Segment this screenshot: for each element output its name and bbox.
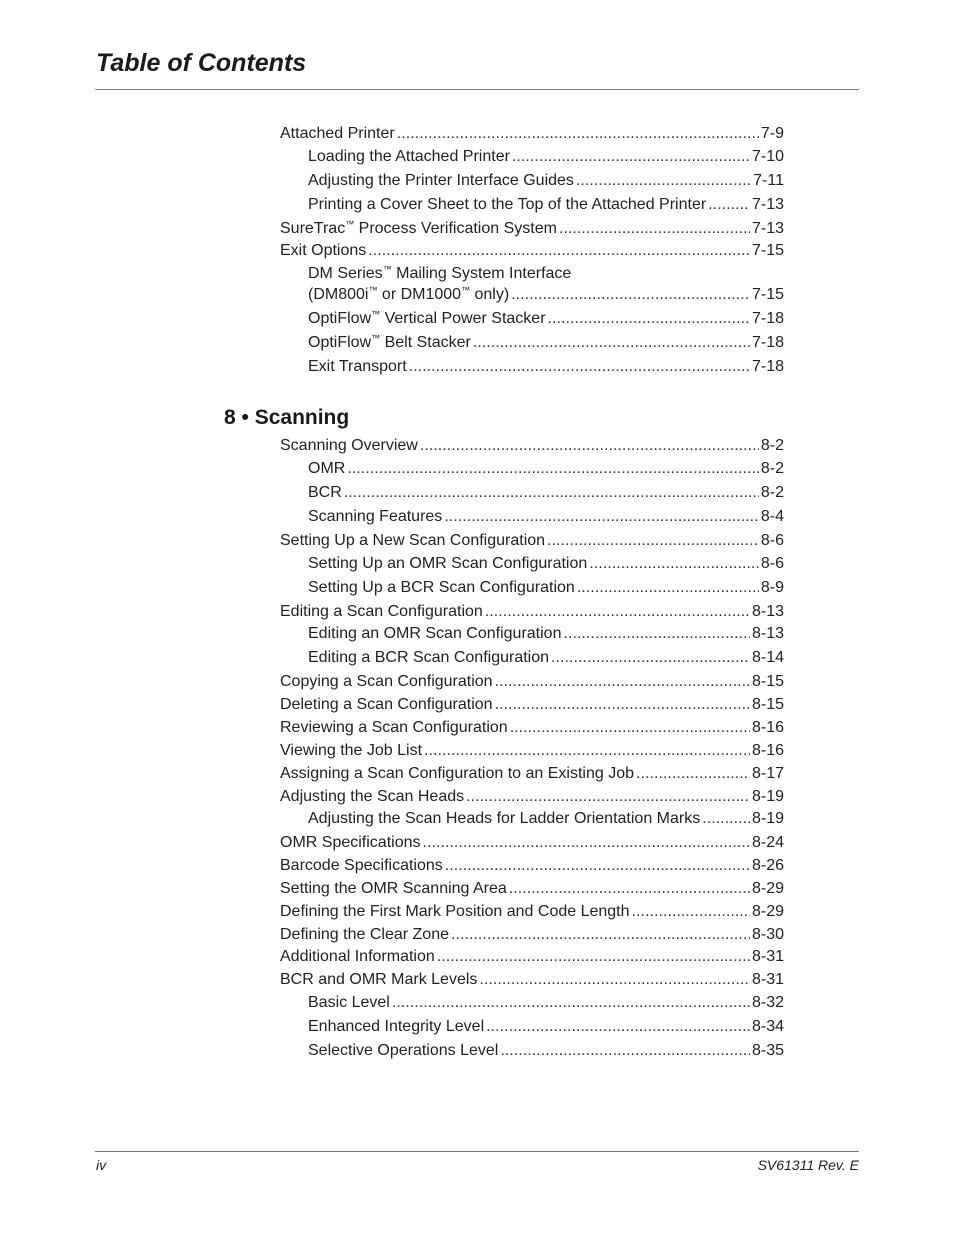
toc-entry[interactable] xyxy=(280,764,784,784)
trademark-symbol: ™ xyxy=(371,309,381,319)
header-divider xyxy=(95,89,859,90)
toc-entry-page: 7-15 xyxy=(751,242,784,259)
toc-entry-title: Editing a Scan Configuration xyxy=(280,603,483,620)
toc-entry[interactable] xyxy=(280,856,784,876)
toc-entry-page: 8-32 xyxy=(751,994,784,1011)
toc-entry-page: 8-6 xyxy=(760,532,784,549)
toc-entry-page: 8-9 xyxy=(760,579,784,596)
toc-entry-title: Setting the OMR Scanning Area xyxy=(280,880,507,897)
dot-leader xyxy=(500,1041,750,1061)
footer-page-number: iv xyxy=(96,1157,107,1173)
toc-entry-page: 8-30 xyxy=(751,926,784,943)
toc-entry-title: Copying a Scan Configuration xyxy=(280,673,493,690)
toc-entry[interactable] xyxy=(280,672,784,692)
toc-entry-title: Barcode Specifications xyxy=(280,857,443,874)
toc-entry[interactable] xyxy=(308,1041,784,1061)
toc-entry-title: Adjusting the Scan Heads xyxy=(280,788,465,805)
toc-entry-page: 7-18 xyxy=(751,310,784,327)
toc-entry[interactable] xyxy=(280,925,784,945)
toc-entry-title: SureTrac™ Process Verification System xyxy=(280,219,557,237)
dot-leader xyxy=(495,672,750,692)
toc-entry-title: Defining the First Mark Position and Code Length xyxy=(280,903,630,920)
toc-entry-page: 8-2 xyxy=(760,460,784,477)
toc-entry-page: 8-19 xyxy=(751,810,784,827)
toc-entry-page: 8-16 xyxy=(751,742,784,759)
footer-divider xyxy=(95,1151,859,1152)
dot-leader xyxy=(368,241,750,261)
toc-entry-title: Editing a BCR Scan Configuration xyxy=(308,649,550,666)
toc-entry-title: Deleting a Scan Configuration xyxy=(280,696,493,713)
dot-leader xyxy=(347,459,759,479)
toc-entry-optiflow-vertical-power-stacker[interactable] xyxy=(308,309,784,329)
toc-entry-page: 8-34 xyxy=(751,1018,784,1035)
toc-entry-optiflow-belt-stacker[interactable] xyxy=(308,333,784,353)
toc-entry-page: 8-35 xyxy=(751,1042,784,1059)
toc-entry-page: 8-31 xyxy=(751,948,784,965)
dot-leader xyxy=(397,124,759,144)
toc-entry-title: BCR and OMR Mark Levels xyxy=(280,971,478,988)
toc-entry-page: 7-9 xyxy=(760,125,784,142)
dot-leader xyxy=(589,554,759,574)
toc-entry-title: Scanning Overview xyxy=(280,437,418,454)
dot-leader xyxy=(636,764,750,784)
toc-entry[interactable] xyxy=(280,902,784,922)
toc-entry-page: 8-14 xyxy=(751,649,784,666)
dot-leader xyxy=(486,1017,750,1037)
dot-leader xyxy=(344,483,759,503)
toc-entry-title: Setting Up a BCR Scan Configuration xyxy=(308,579,575,596)
toc-entry-title: Defining the Clear Zone xyxy=(280,926,449,943)
dot-leader xyxy=(437,947,750,967)
toc-entry-page: 7-10 xyxy=(751,148,784,165)
toc-entry-page: 7-13 xyxy=(751,196,784,213)
toc-entry-page: 8-29 xyxy=(751,880,784,897)
dot-leader xyxy=(577,578,759,598)
toc-entry-title: OptiFlow™ Vertical Power Stacker xyxy=(308,309,546,327)
toc-entry-title: Viewing the Job List xyxy=(280,742,423,759)
toc-entry[interactable] xyxy=(308,578,784,598)
toc-entry-title: Attached Printer xyxy=(280,125,395,142)
toc-entry-page: 8-2 xyxy=(760,484,784,501)
toc-entry-page: 8-4 xyxy=(760,508,784,525)
toc-entry-page: 8-2 xyxy=(760,437,784,454)
toc-entry-title: Additional Information xyxy=(280,948,435,965)
trademark-symbol: ™ xyxy=(461,285,471,295)
toc-entry-title: Selective Operations Level xyxy=(308,1042,499,1059)
toc-entry-page: 7-11 xyxy=(753,172,784,189)
toc-entry[interactable] xyxy=(308,1017,784,1037)
toc-entry-title: Setting Up a New Scan Configuration xyxy=(280,532,546,549)
dot-leader xyxy=(451,925,750,945)
toc-entry[interactable] xyxy=(280,695,784,715)
toc-entry-page: 8-13 xyxy=(751,625,784,642)
dot-leader xyxy=(551,648,750,668)
toc-entry-loading-attached-printer[interactable] xyxy=(308,147,784,167)
toc-entry-page: 8-29 xyxy=(751,903,784,920)
dot-leader xyxy=(444,507,759,527)
toc-entry[interactable] xyxy=(280,602,784,622)
toc-entry-title: (DM800i™ or DM1000™ only) xyxy=(308,285,510,303)
toc-entry-title: Printing a Cover Sheet to the Top of the Attached Printer xyxy=(308,196,707,213)
toc-entry-title: OMR Specifications xyxy=(280,834,421,851)
dot-leader xyxy=(495,695,750,715)
dot-leader xyxy=(708,195,750,215)
dot-leader xyxy=(509,879,750,899)
dot-leader xyxy=(559,219,750,239)
dot-leader xyxy=(510,718,750,738)
toc-entry-page: 8-31 xyxy=(751,971,784,988)
toc-entry-page: 8-17 xyxy=(751,765,784,782)
toc-entry-page: 8-15 xyxy=(751,673,784,690)
toc-entry-title: Exit Options xyxy=(280,242,367,259)
toc-entry-page: 8-13 xyxy=(751,603,784,620)
toc-entry[interactable] xyxy=(308,554,784,574)
toc-entry-title: Loading the Attached Printer xyxy=(308,148,510,165)
dot-leader xyxy=(511,285,750,305)
dot-leader xyxy=(423,833,750,853)
toc-entry-page: 7-18 xyxy=(751,358,784,375)
toc-entry-title: Editing an OMR Scan Configuration xyxy=(308,625,562,642)
dot-leader xyxy=(420,436,759,456)
toc-entry-suretrac[interactable] xyxy=(280,219,784,239)
dot-leader xyxy=(392,993,750,1013)
trademark-symbol: ™ xyxy=(371,333,381,343)
toc-entry-title: Exit Transport xyxy=(308,358,407,375)
toc-entry-page: 7-15 xyxy=(751,286,784,303)
footer-doc-id: SV61311 Rev. E xyxy=(757,1157,859,1173)
toc-entry[interactable] xyxy=(308,809,784,829)
dot-leader xyxy=(466,787,750,807)
toc-entry[interactable] xyxy=(308,507,784,527)
dot-leader xyxy=(479,970,750,990)
dot-leader xyxy=(702,809,750,829)
toc-entry[interactable] xyxy=(280,970,784,990)
toc-entry-attached-printer[interactable] xyxy=(280,124,784,144)
toc-entry[interactable] xyxy=(308,648,784,668)
toc-entry[interactable] xyxy=(308,624,784,644)
dot-leader xyxy=(563,624,750,644)
toc-entry-page: 8-6 xyxy=(760,555,784,572)
toc-entry[interactable] xyxy=(280,879,784,899)
toc-entry[interactable] xyxy=(308,459,784,479)
toc-entry[interactable] xyxy=(280,833,784,853)
toc-entry-dm-series[interactable] xyxy=(308,285,784,305)
dot-leader xyxy=(409,357,750,377)
toc-entry-title: Scanning Features xyxy=(308,508,443,525)
trademark-symbol: ™ xyxy=(345,219,355,229)
page-title: Table of Contents xyxy=(96,49,307,77)
toc-entry-page: 8-19 xyxy=(751,788,784,805)
toc-entry[interactable] xyxy=(308,993,784,1013)
toc-entry-title: Reviewing a Scan Configuration xyxy=(280,719,508,736)
toc-entry-title: Enhanced Integrity Level xyxy=(308,1018,485,1035)
dot-leader xyxy=(548,309,750,329)
toc-entry-title: Adjusting the Printer Interface Guides xyxy=(308,172,574,189)
toc-entry-page: 8-16 xyxy=(751,719,784,736)
dot-leader xyxy=(445,856,750,876)
toc-entry-title: OMR xyxy=(308,460,346,477)
toc-entry[interactable] xyxy=(280,718,784,738)
trademark-symbol: ™ xyxy=(368,285,378,295)
dot-leader xyxy=(512,147,750,167)
toc-entry-title: Basic Level xyxy=(308,994,390,1011)
dot-leader xyxy=(632,902,750,922)
dot-leader xyxy=(485,602,750,622)
toc-entry-exit-transport[interactable] xyxy=(308,357,784,377)
section-heading-scanning[interactable]: 8 • Scanning xyxy=(224,406,350,429)
dot-leader xyxy=(576,171,751,191)
toc-entry-title: Setting Up an OMR Scan Configuration xyxy=(308,555,588,572)
toc-entry-dm-series-line1[interactable]: DM Series™ Mailing System Interface xyxy=(308,264,572,282)
dot-leader xyxy=(473,333,750,353)
toc-entry[interactable] xyxy=(280,947,784,967)
toc-entry-exit-options[interactable] xyxy=(280,241,784,261)
toc-entry-page: 7-18 xyxy=(751,334,784,351)
toc-entry-title: Assigning a Scan Configuration to an Existing Job xyxy=(280,765,634,782)
toc-entry-page: 8-24 xyxy=(751,834,784,851)
toc-entry-title: Adjusting the Scan Heads for Ladder Orientation Marks xyxy=(308,810,701,827)
trademark-symbol: ™ xyxy=(382,264,392,274)
toc-entry-page: 8-26 xyxy=(751,857,784,874)
toc-entry-page: 7-13 xyxy=(751,220,784,237)
toc-entry[interactable] xyxy=(280,531,784,551)
dot-leader xyxy=(424,741,750,761)
toc-entry[interactable] xyxy=(280,436,784,456)
toc-entry-adjusting-printer-interface-guides[interactable] xyxy=(308,171,784,191)
toc-entry-title: BCR xyxy=(308,484,342,501)
toc-entry-page: 8-15 xyxy=(751,696,784,713)
dot-leader xyxy=(547,531,759,551)
toc-entry[interactable] xyxy=(280,787,784,807)
toc-entry-printing-cover-sheet[interactable] xyxy=(308,195,784,215)
toc-entry[interactable] xyxy=(308,483,784,503)
toc-entry-title: OptiFlow™ Belt Stacker xyxy=(308,333,471,351)
toc-entry[interactable] xyxy=(280,741,784,761)
